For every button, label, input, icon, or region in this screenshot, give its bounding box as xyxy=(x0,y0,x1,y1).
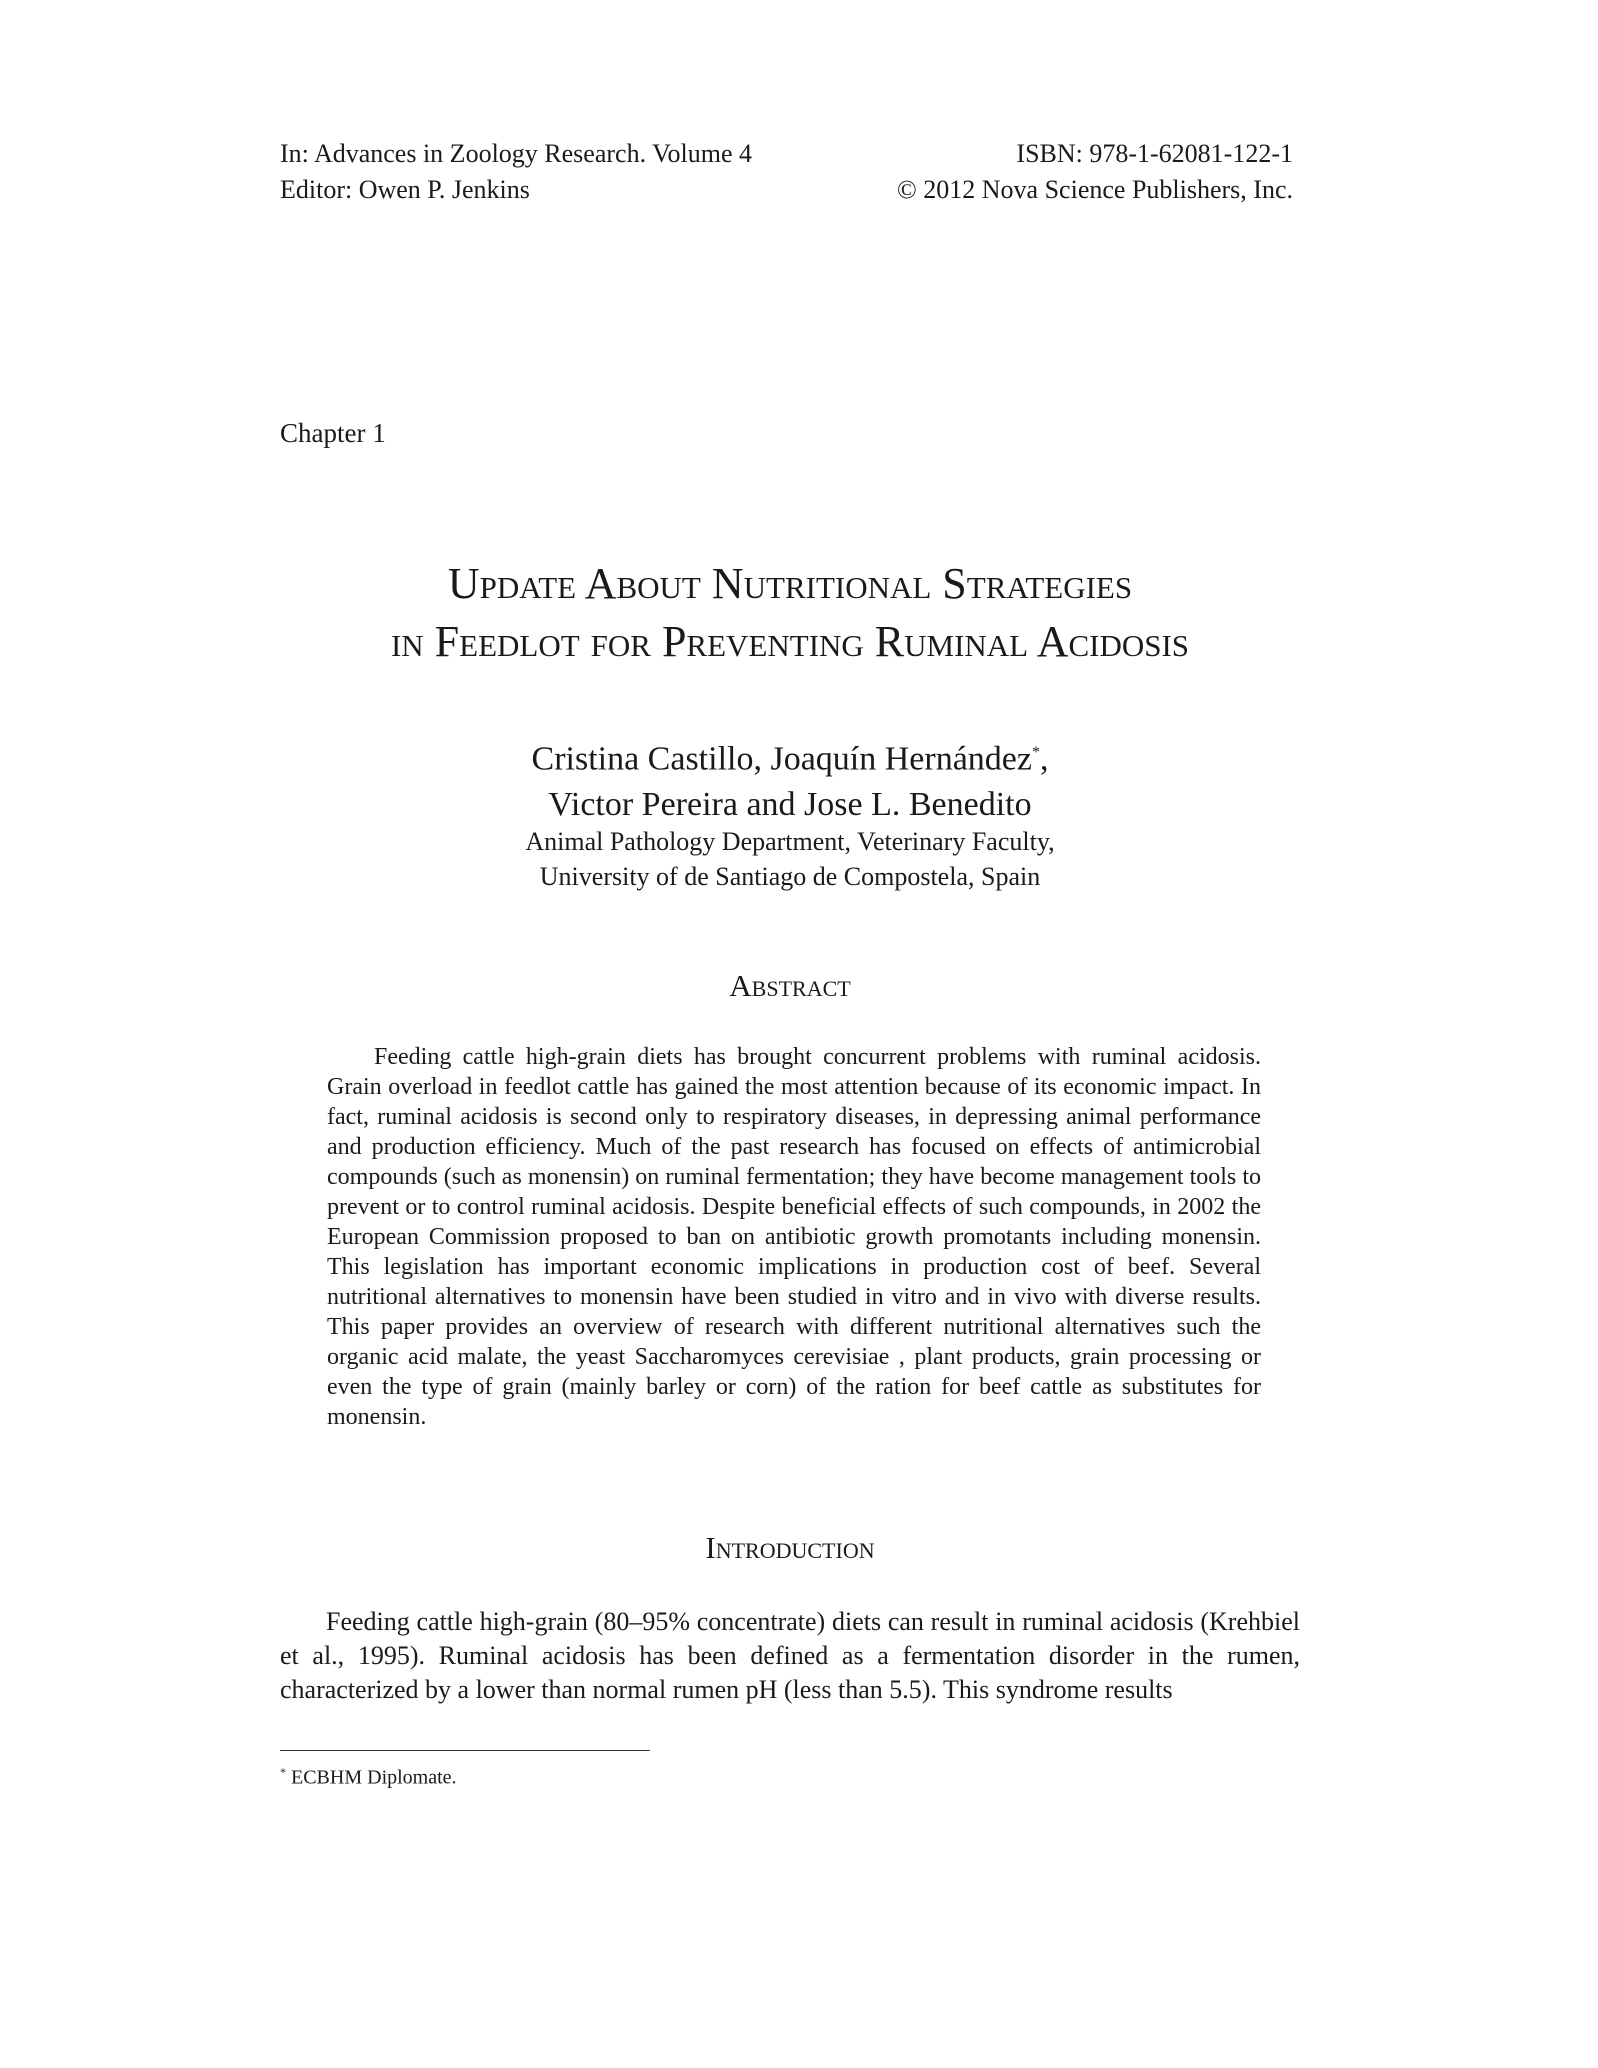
author-comma: , xyxy=(1039,740,1049,778)
book-series-line: In: Advances in Zoology Research. Volume 4 xyxy=(280,139,753,168)
affiliation-line-2: University of de Santiago de Compostela, Spain xyxy=(539,862,1041,891)
author-line-1 xyxy=(280,730,1300,782)
introduction-heading: Introduction xyxy=(705,1530,875,1565)
author-names-1: Cristina Castillo, Joaquín Hernández xyxy=(531,740,1032,778)
title-line-2: in Feedlot for Preventing Ruminal Acidosis xyxy=(390,617,1190,666)
running-header-left xyxy=(280,136,752,208)
editor-line: Editor: Owen P. Jenkins xyxy=(280,175,530,204)
copyright-line: © 2012 Nova Science Publishers, Inc. xyxy=(897,175,1293,204)
footnote-text: ECBHM Diplomate. xyxy=(286,1766,457,1789)
isbn-line: ISBN: 978-1-62081-122-1 xyxy=(1016,139,1293,168)
author-line-2: Victor Pereira and Jose L. Benedito xyxy=(548,786,1032,824)
footnote xyxy=(280,1765,457,1790)
affiliation xyxy=(280,824,1300,894)
chapter-label: Chapter 1 xyxy=(280,418,386,448)
author-list xyxy=(280,730,1300,828)
abstract-text: Feeding cattle high-grain diets has brought concurrent problems with ruminal acidosis. Grain overload in feedlot cattle has gained the most attention because of its economic impact. In fact, ruminal acidosis is second only to respiratory diseases, in depressing animal performance and production efficiency. Much of the past research has focused on effects of antimicrobial compounds (such as monensin) on ruminal fermentation; they have become management tools to prevent or to control ruminal acidosis. Despite beneficial effects of such compounds, in 2002 the European Commission proposed to ban on antibiotic growth promotants including monensin. This legislation has important economic implications in production cost of beef. Several nutritional alternatives to monensin have been studied in vitro and in vivo with diverse results. This paper provides an overview of research with different nutritional alternatives such the organic acid malate, the yeast Saccharomyces cerevisiae , plant products, grain processing or even the type of grain (mainly barley or corn) of the ration for beef cattle as substitutes for monensin. xyxy=(327,1044,1261,1430)
running-header-right xyxy=(897,136,1293,208)
footnote-mark: * xyxy=(280,1765,286,1779)
affiliation-line-1: Animal Pathology Department, Veterinary Faculty, xyxy=(525,827,1055,856)
corresponding-author-mark: * xyxy=(1031,744,1040,761)
title-line-1: Update About Nutritional Strategies xyxy=(447,559,1133,608)
footnote-divider xyxy=(280,1750,650,1751)
introduction-text: Feeding cattle high-grain (80–95% concentrate) diets can result in ruminal acidosis (Krehbiel et al., 1995). Ruminal acidosis has been defined as a fermentation disorder in the rumen, characterized by a lower than normal rumen pH (less than 5.5). This syndrome results xyxy=(280,1607,1300,1704)
paper-title xyxy=(280,555,1300,671)
abstract-heading: Abstract xyxy=(729,968,851,1003)
